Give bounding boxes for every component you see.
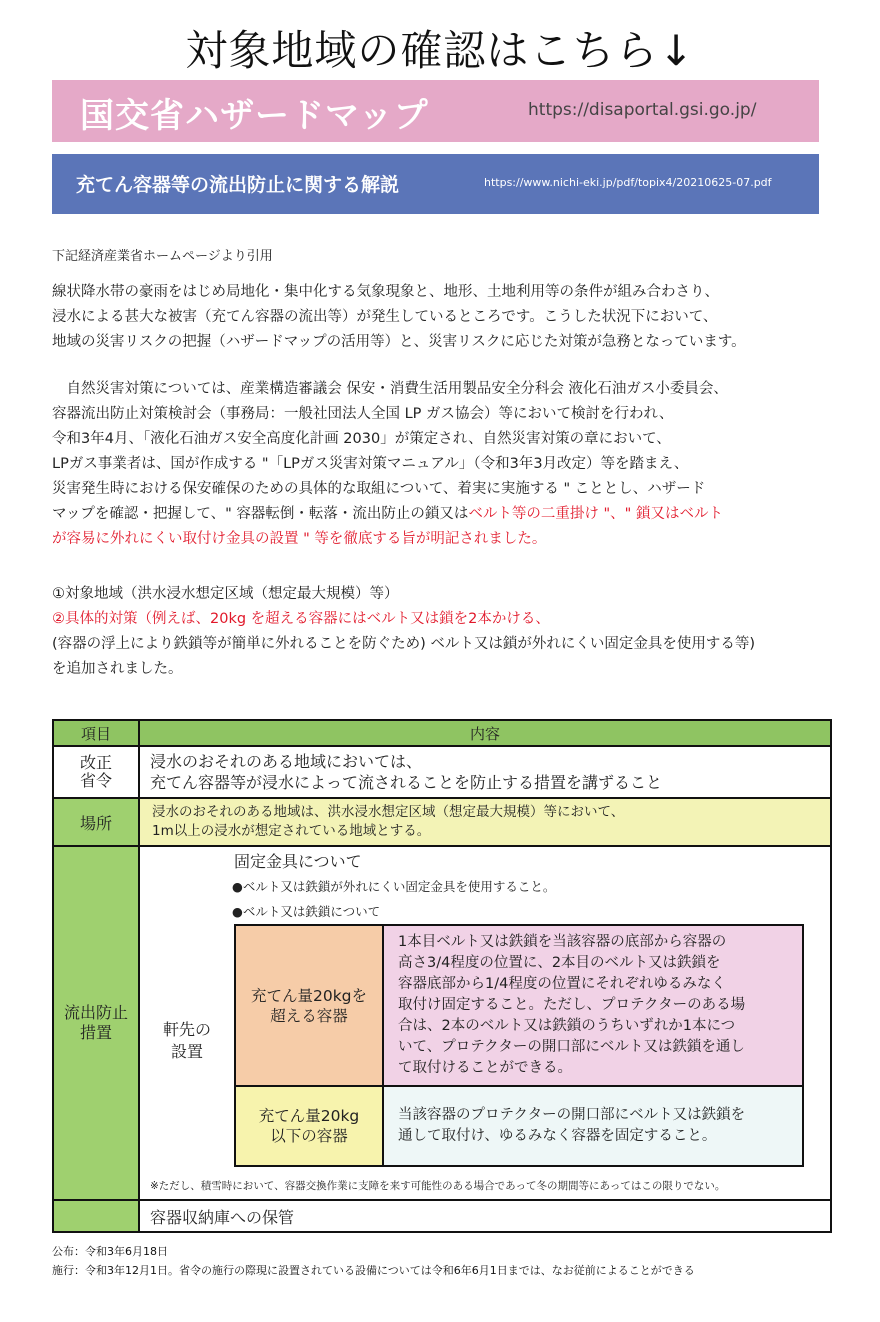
- container-rules-table: [234, 924, 804, 1167]
- text-span: マップを確認・把握して、" 容器転倒・転落・流出防止の鎖又は: [52, 506, 469, 522]
- text-line: 取付け固定すること。ただし、プロテクターのある場: [398, 997, 746, 1013]
- text-line: 浸水のおそれのある地域においては、: [150, 752, 423, 771]
- text-line: 浸水のおそれのある地域は、洪水浸水想定区域（想定最大規模）等において、: [152, 804, 625, 820]
- eaves-label: 軒先の 設置: [162, 1020, 211, 1061]
- under-20kg-label: 充てん量20kg 以下の容器: [235, 1086, 383, 1166]
- paragraph-2: [52, 377, 842, 552]
- storage-item: 容器収納庫への保管: [139, 1200, 831, 1232]
- row-label-location: 場所: [53, 798, 139, 846]
- fixture-heading: 固定金具について: [234, 852, 362, 871]
- highlight-text: ②具体的対策（例えば、20kg を超える容器にはベルト又は鎖を2本かける、: [52, 611, 550, 627]
- text-line: 自然災害対策については、産業構造審議会 保安・消費生活用製品安全分科会 液化石油ガス小委員会、: [52, 381, 728, 397]
- row-label-prevention: 流出防止 措置: [53, 846, 139, 1200]
- row-content-location: [139, 798, 831, 846]
- guide-banner[interactable]: [52, 154, 819, 214]
- text-line: ①対象地域（洪水浸水想定区域（想定最大規模）等）: [52, 586, 399, 602]
- text-line: 当該容器のプロテクターの開口部にベルト又は鉄鎖を: [398, 1107, 746, 1123]
- text-line: 充てん容器等が浸水によって流されることを防止する措置を講ずること: [150, 773, 663, 792]
- text-line: 1m以上の浸水が想定されている地域とする。: [152, 823, 431, 839]
- under-20kg-rule: [383, 1086, 803, 1166]
- guide-label: 充てん容器等の流出防止に関する解説: [76, 174, 400, 196]
- over-20kg-rule: [383, 925, 803, 1086]
- text-line: いて、プロテクターの開口部にベルト又は鉄鎖を通し: [398, 1039, 745, 1055]
- text-line: LPガス事業者は、国が作成する "「LPガス災害対策マニュアル」（令和3年3月改定）等を踏まえ、: [52, 456, 689, 472]
- text-line: 容器流出防止対策検討会（事務局：一般社団法人全国 LP ガス協会）等において検討を行われ、: [52, 406, 674, 422]
- highlight-text: ベルト等の二重掛け "、" 鎖又はベルト: [468, 506, 723, 522]
- text-line: 災害発生時における保安確保のための具体的な取組について、着実に実施する " こととし、ハザード: [52, 481, 706, 497]
- row-content-revision: [139, 746, 831, 798]
- highlight-text: が容易に外れにくい取付け金具の設置 " 等を徹底する旨が明記されました。: [52, 531, 547, 547]
- text-line: (容器の浮上により鉄鎖等が簡単に外れることを防ぐため) ベルト又は鎖が外れにくい固定金具を使用する等): [52, 636, 756, 652]
- text-line: 合は、2本のベルト又は鉄鎖のうちいずれか1本につ: [398, 1018, 736, 1034]
- paragraph-3: [52, 582, 842, 682]
- text-line: 容器底部から1/4程度の位置にそれぞれゆるみなく: [398, 976, 726, 992]
- guide-url[interactable]: https://www.nichi-eki.jp/pdf/topix4/20210625-07.pdf: [484, 176, 772, 189]
- text-line: 地域の災害リスクの把握（ハザードマップの活用等）と、災害リスクに応じた対策が急務となっています。: [52, 334, 746, 350]
- exception-note: ※ただし、積雪時において、容器交換作業に支障を来す可能性のある場合であって冬の期間等にあってはこの限りでない。: [150, 1180, 726, 1192]
- published-date: 公布：令和3年6月18日: [52, 1245, 168, 1258]
- text-line: 線状降水帯の豪雨をはじめ局地化・集中化する気象現象と、地形、土地利用等の条件が組み合わさり、: [52, 284, 719, 300]
- hazard-map-label: 国交省ハザードマップ: [80, 96, 429, 136]
- bullet-item: ●ベルト又は鉄鎖について: [232, 904, 381, 919]
- bullet-item: ●ベルト又は鉄鎖が外れにくい固定金具を使用すること。: [232, 879, 556, 894]
- source-note: 下記経済産業省ホームページより引用: [52, 249, 273, 264]
- header-content: 内容: [139, 720, 831, 746]
- enforcement-note: 施行：令和3年12月1日。省令の施行の際現に設置されている設備については令和6年6月1日までは、なお従前によることができる: [52, 1264, 695, 1277]
- text-line: 通して取付け、ゆるみなく容器を固定すること。: [398, 1128, 717, 1144]
- header-item: 項目: [53, 720, 139, 746]
- hazard-map-banner[interactable]: [52, 80, 819, 142]
- text-line: [52, 502, 842, 527]
- text-line: 高さ3/4程度の位置に、2本目のベルト又は鉄鎖を: [398, 955, 721, 971]
- text-line: を追加されました。: [52, 661, 183, 677]
- row-label-revision: 改正 省令: [53, 746, 139, 798]
- page-title: 対象地域の確認はこちら↓: [185, 26, 695, 75]
- hazard-map-url[interactable]: https://disaportal.gsi.go.jp/: [528, 100, 757, 120]
- paragraph-1: [52, 280, 842, 355]
- row-content-prevention: [139, 846, 831, 1200]
- regulation-table: [52, 719, 832, 1233]
- text-line: て取付けることができる。: [398, 1060, 572, 1076]
- text-line: 令和3年4月、「液化石油ガス安全高度化計画 2030」が策定され、自然災害対策の章において、: [52, 431, 671, 447]
- row-label-storage-spacer: [53, 1200, 139, 1232]
- text-line: 浸水による甚大な被害（充てん容器の流出等）が発生しているところです。こうした状況下において、: [52, 309, 718, 325]
- over-20kg-label: 充てん量20kgを 超える容器: [235, 925, 383, 1086]
- text-line: 1本目ベルト又は鉄鎖を当該容器の底部から容器の: [398, 934, 727, 950]
